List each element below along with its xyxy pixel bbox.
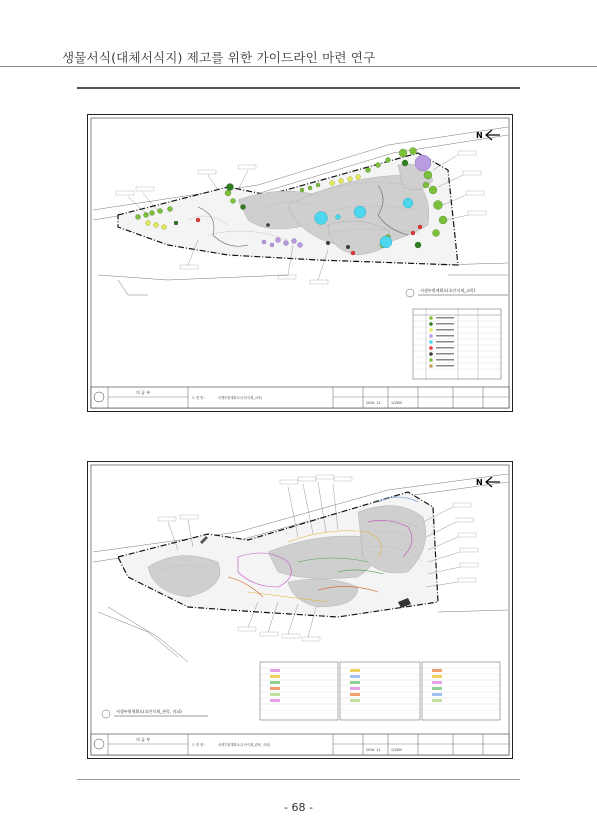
- figure2-date: 2016. 11.: [366, 748, 382, 752]
- figure1-title-box: [406, 287, 508, 297]
- figure1-date: 2016. 11.: [366, 401, 382, 405]
- content-top-rule: [77, 87, 520, 89]
- header-rule: [0, 66, 597, 67]
- planting-plan-trees-drawing: [87, 114, 513, 412]
- figure1-scale: 1/1500: [391, 401, 403, 405]
- figure2-title-text: 서생부원계획도(초안식재_관목, 지피): [116, 709, 182, 714]
- figure2-org: 의 공 부: [136, 737, 151, 742]
- page-number: - 68 -: [284, 801, 313, 814]
- figure2-legend-tables: [260, 662, 500, 720]
- figure1-title-block: [91, 387, 509, 408]
- footer-rule: [77, 779, 520, 780]
- figure1-org: 의 공 부: [136, 390, 151, 395]
- svg-text:N: N: [476, 131, 483, 140]
- figure2-drawing-label: 도 면 명 :: [192, 743, 206, 747]
- figure2-title-box: [102, 708, 208, 718]
- north-arrow-icon: [476, 477, 500, 487]
- svg-text:N: N: [476, 478, 483, 487]
- figure1-title-text: 서생부원계획도(초안식재_교목): [420, 288, 476, 293]
- figure1-drawing-name: 서생부원계획도(초안식재_교목): [218, 396, 263, 400]
- figure2-drawing-name: 서생부원계획도(초안식재_관목, 지피): [218, 743, 271, 747]
- figure1-drawing-label: 도 면 명 :: [192, 396, 206, 400]
- figure1-legend-table: [413, 309, 501, 379]
- figure2-scale: 1/1500: [391, 748, 403, 752]
- planting-plan-shrubs-drawing: [87, 461, 513, 759]
- running-header-title: 생물서식(대체서식지) 제고를 위한 가이드라인 마련 연구: [62, 50, 376, 65]
- figure2-title-block: [91, 734, 509, 755]
